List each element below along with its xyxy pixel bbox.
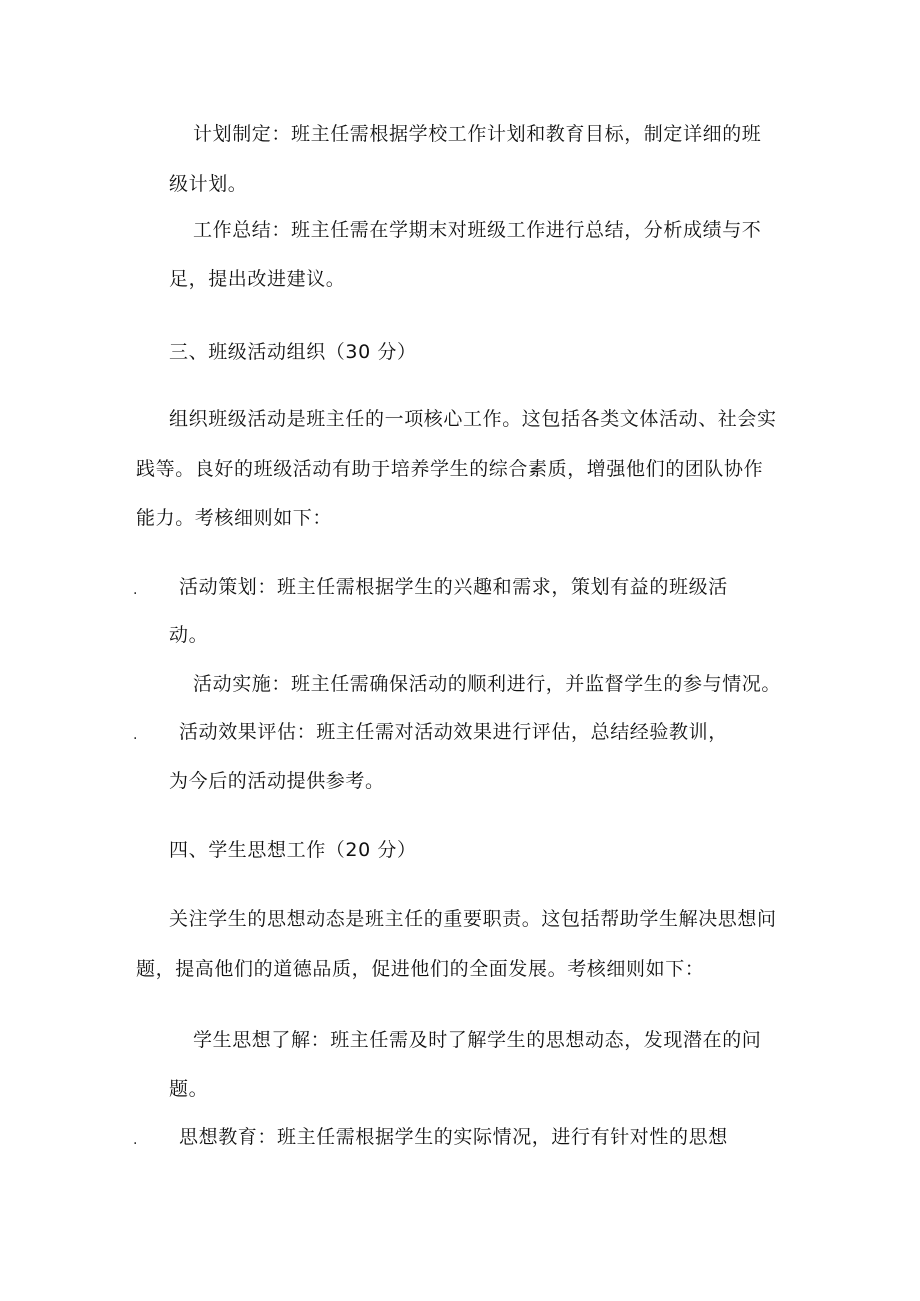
activity-evaluation-line-2: 为今后的活动提供参考。	[169, 770, 385, 792]
activity-planning-line-2: 动。	[169, 624, 209, 646]
activity-evaluation-line-1: 活动效果评估：班主任需对活动效果进行评估，总结经验教训，	[179, 721, 728, 743]
thought-understanding-line-1: 学生思想了解：班主任需及时了解学生的思想动态，发现潜在的问	[193, 1029, 762, 1051]
section-3-intro-line-2: 践等。良好的班级活动有助于培养学生的综合素质，增强他们的团队协作	[136, 458, 764, 480]
summary-item-line-2: 足，提出改进建议。	[169, 268, 346, 290]
section-3-intro-line-3: 能力。考核细则如下：	[136, 507, 333, 529]
section-3-heading: 三、班级活动组织（30 分）	[169, 341, 417, 363]
activity-planning-line-1: 活动策划：班主任需根据学生的兴趣和需求，策划有益的班级活	[179, 576, 728, 598]
section-4-intro-line-2: 题，提高他们的道德品质，促进他们的全面发展。考核细则如下：	[136, 958, 705, 980]
plan-item-line-1: 计划制定：班主任需根据学校工作计划和教育目标，制定详细的班	[193, 123, 762, 145]
section-4-intro-line-1: 关注学生的思想动态是班主任的重要职责。这包括帮助学生解决思想问	[169, 908, 777, 930]
bullet-marker: .	[133, 1132, 138, 1148]
bullet-marker: .	[133, 582, 138, 598]
plan-item-line-2: 级计划。	[169, 173, 248, 195]
section-3-intro-line-1: 组织班级活动是班主任的一项核心工作。这包括各类文体活动、社会实	[169, 408, 777, 430]
section-4-heading: 四、学生思想工作（20 分）	[169, 839, 417, 861]
bullet-marker: .	[133, 727, 138, 743]
activity-implementation-line: 活动实施：班主任需确保活动的顺利进行，并监督学生的参与情况。	[193, 673, 782, 695]
summary-item-line-1: 工作总结：班主任需在学期末对班级工作进行总结，分析成绩与不	[193, 219, 762, 241]
thought-education-line-1: 思想教育：班主任需根据学生的实际情况，进行有针对性的思想	[179, 1126, 728, 1148]
thought-understanding-line-2: 题。	[169, 1078, 209, 1100]
